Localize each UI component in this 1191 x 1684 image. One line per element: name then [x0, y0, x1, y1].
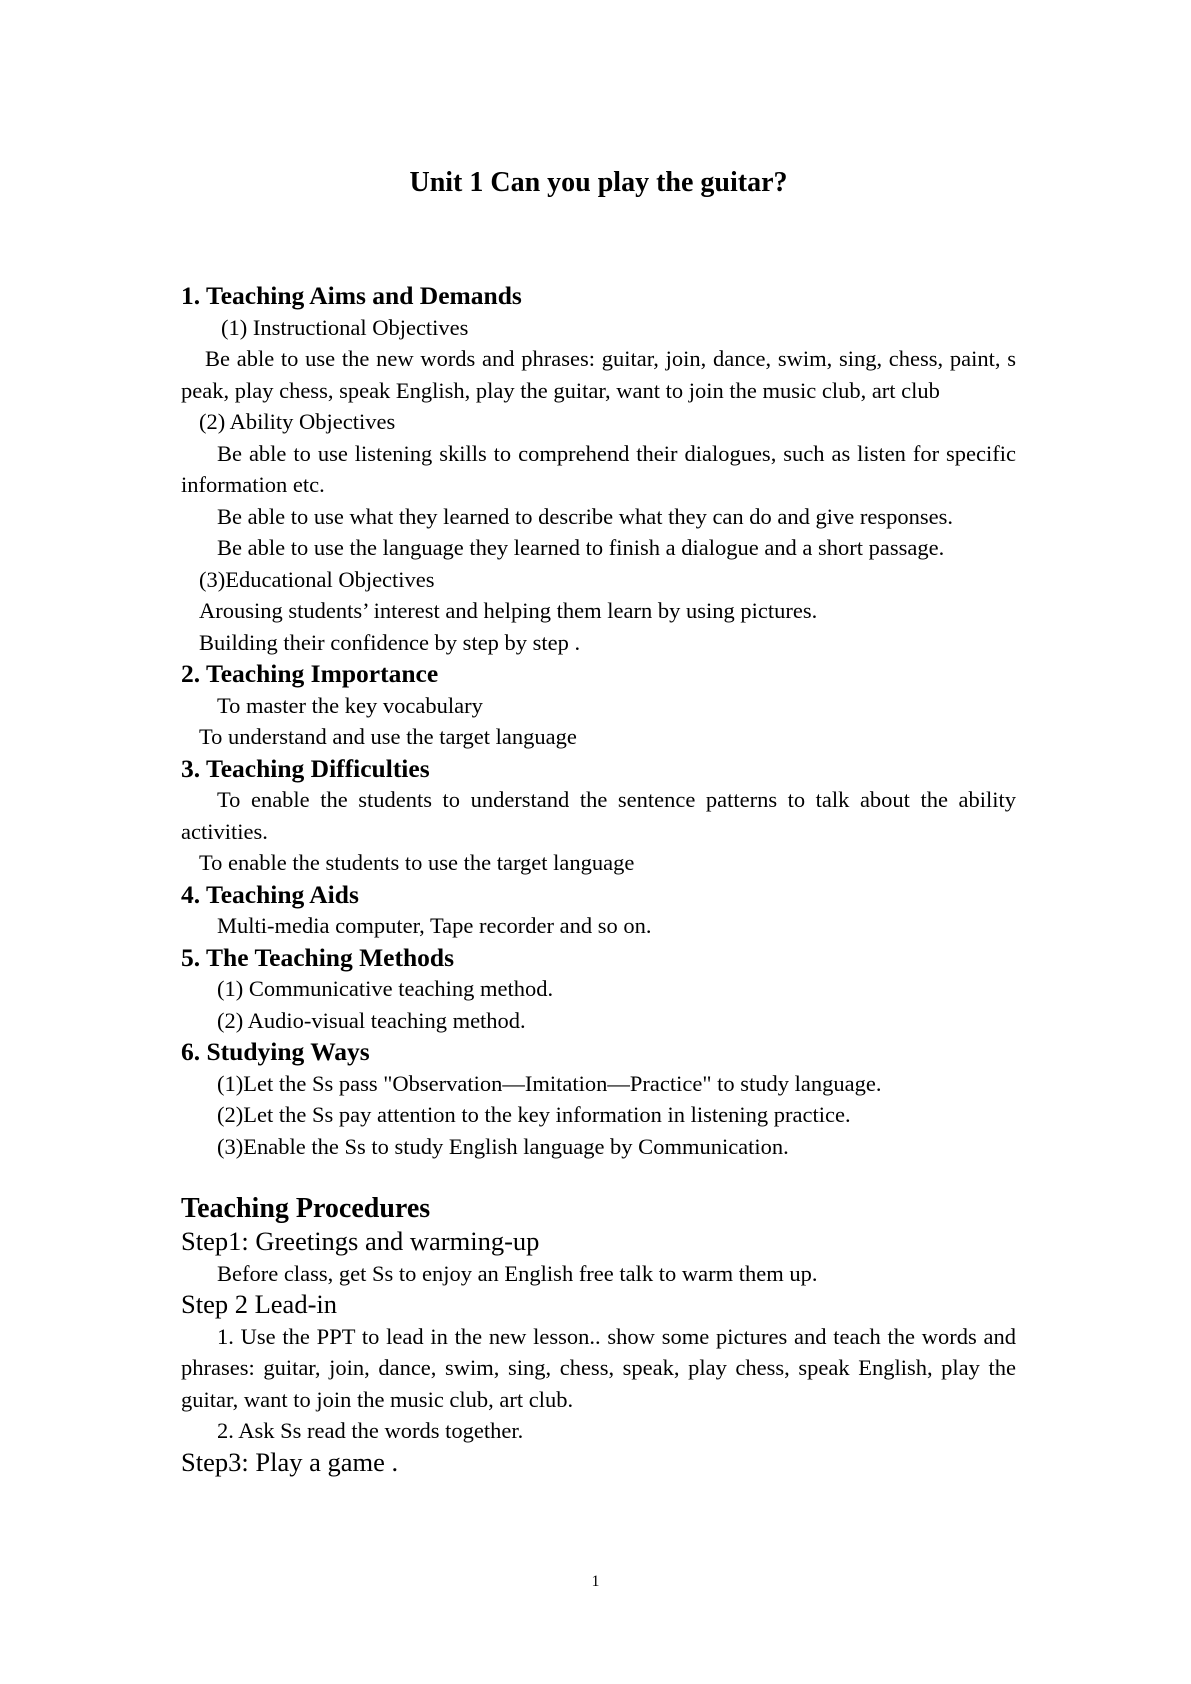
paragraph-ability-2: Be able to use what they learned to describe what they can do and give responses. — [217, 503, 954, 529]
paragraph-methods-1: (1) Communicative teaching method. — [217, 976, 554, 1001]
step3-title: Step3: Play a game . — [181, 1446, 399, 1477]
section-heading-methods: 5. The Teaching Methods — [181, 942, 455, 972]
paragraph-studying-3: (3)Enable the Ss to study English language by Communication. — [217, 1133, 789, 1159]
paragraph-educational-1: Arousing students’ interest and helping them learn by using pictures. — [199, 598, 818, 623]
subheading-educational: (3)Educational Objectives — [199, 566, 435, 592]
document-title: Unit 1 Can you play the guitar? — [409, 167, 788, 198]
section-spacer — [181, 1162, 1016, 1192]
page-number: 1 — [591, 1573, 600, 1590]
section-heading-aids: 4. Teaching Aids — [181, 879, 359, 909]
document-body — [181, 280, 1016, 1478]
section-heading-studying-ways: 6. Studying Ways — [181, 1037, 370, 1066]
paragraph-importance-2: To understand and use the target language — [199, 724, 577, 749]
paragraph-difficulties-2: To enable the students to use the target language — [199, 850, 635, 875]
paragraph-importance-1: To master the key vocabulary — [217, 692, 483, 718]
paragraph-methods-2: (2) Audio-visual teaching method. — [217, 1007, 526, 1033]
step2-title: Step 2 Lead-in — [181, 1289, 338, 1319]
paragraph-difficulties-1: To enable the students to understand the sentence patterns to talk about the ability activities. — [181, 787, 1016, 844]
paragraph-instructional: Be able to use the new words and phrases: guitar, join, dance, swim, sing, chess, paint, s peak, play chess, speak English, play the guitar, want to join the music club, art club — [181, 346, 1016, 403]
step2-text-1: 1. Use the PPT to lead in the new lesson.. show some pictures and teach the words and phrases: guitar, join, dance, swim, sing, chess, speak, play chess, speak English, play the guitar, want to join the music club, art club. — [181, 1323, 1016, 1412]
section-heading-importance: 2. Teaching Importance — [181, 659, 439, 688]
subheading-ability: (2) Ability Objectives — [199, 409, 396, 434]
section-heading-aims: 1. Teaching Aims and Demands — [181, 281, 522, 310]
paragraph-aids: Multi-media computer, Tape recorder and so on. — [217, 913, 652, 938]
subheading-instructional: (1) Instructional Objectives — [221, 314, 469, 340]
paragraph-educational-2: Building their confidence by step by step . — [199, 629, 581, 655]
paragraph-ability-3: Be able to use the language they learned to finish a dialogue and a short passage. — [217, 535, 945, 560]
paragraph-studying-2: (2)Let the Ss pay attention to the key information in listening practice. — [217, 1102, 851, 1127]
paragraph-studying-1: (1)Let the Ss pass "Observation—Imitation—Practice" to study language. — [217, 1070, 882, 1096]
step1-text: Before class, get Ss to enjoy an English free talk to warm them up. — [217, 1260, 818, 1286]
paragraph-ability-1: Be able to use listening skills to comprehend their dialogues, such as listen for specific information etc. — [181, 440, 1016, 497]
section-heading-difficulties: 3. Teaching Difficulties — [181, 753, 430, 783]
step2-text-2: 2. Ask Ss read the words together. — [217, 1418, 524, 1443]
step1-title: Step1: Greetings and warming-up — [181, 1226, 540, 1256]
procedures-heading: Teaching Procedures — [181, 1193, 431, 1224]
